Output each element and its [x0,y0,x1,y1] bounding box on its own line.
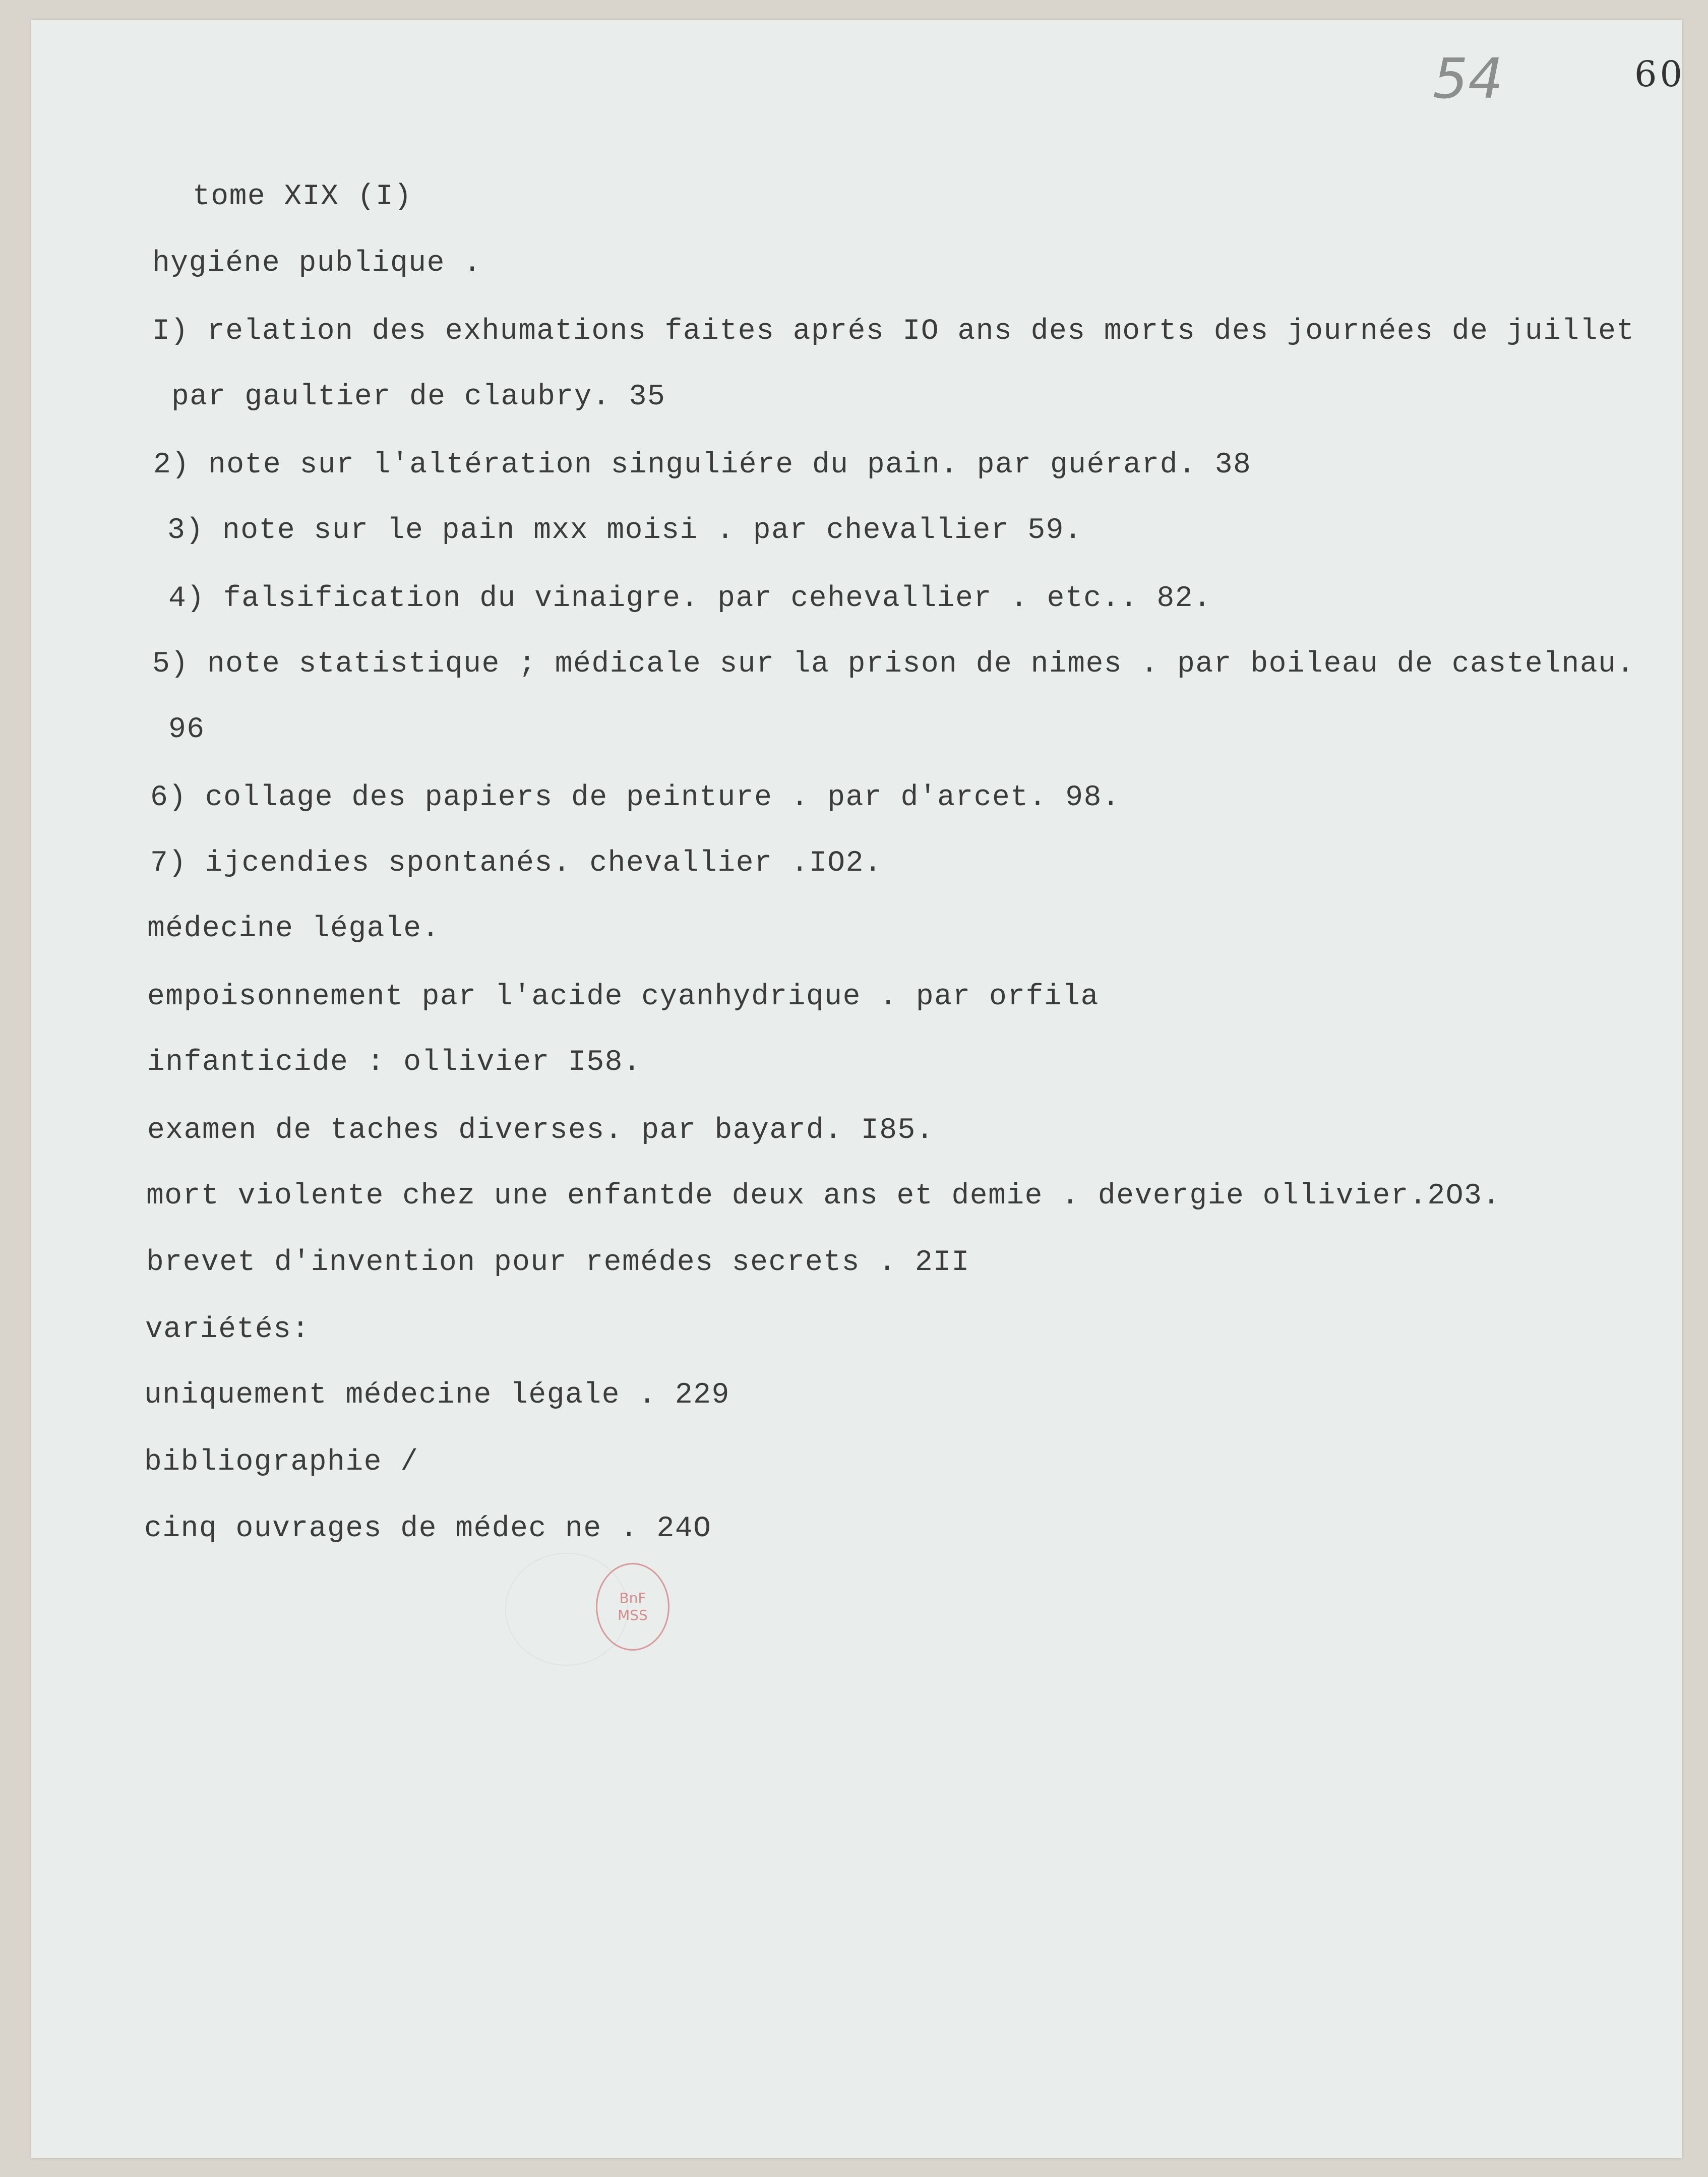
line-section-bibliographie: bibliographie / [144,1446,419,1479]
line-legal-3: examen de taches diverses. par bayard. I85. [147,1114,935,1147]
line-volume-title: tome XIX (I) [193,180,412,213]
line-bibliographie-1: cinq ouvrages de médec ne . 24O [144,1513,712,1545]
folio-number: 60 [1634,53,1686,95]
line-entry-5: 5) note statistique ; médicale sur la prison de nimes . par boileau de castelnau. [152,648,1635,681]
line-legal-4: mort violente chez une enfantde deux ans et demie . devergie ollivier.2O3. [146,1180,1501,1213]
line-entry-4: 4) falsification du vinaigre. par cehevallier . etc.. 82. [168,582,1212,615]
line-legal-2: infanticide : ollivier I58. [147,1046,642,1079]
line-entry-1: I) relation des exhumations faites aprés IO ans des morts des journées de juillet [152,315,1635,348]
line-legal-5: brevet d'invention pour remédes secrets . 2II [146,1246,970,1279]
line-section-varietes: variétés: [145,1313,310,1346]
line-entry-2: 2) note sur l'altération singuliére du pain. par guérard. 38 [153,449,1252,481]
pencil-page-number: 54 [1433,46,1503,111]
line-varietes-1: uniquement médecine légale . 229 [144,1379,730,1412]
stamp-line-1: BnF [619,1590,646,1607]
line-entry-3: 3) note sur le pain mxx moisi . par chevallier 59. [167,514,1083,547]
line-entry-6: 6) collage des papiers de peinture . par d'arcet. 98. [150,781,1121,814]
line-section-hygiene: hygiéne publique . [152,247,482,280]
document-page [31,20,1686,2158]
line-entry-5-cont: 96 [168,713,205,746]
bnf-mss-stamp [596,1563,669,1651]
line-legal-1: empoisonnement par l'acide cyanhydrique . par orfila [147,981,1099,1013]
line-entry-7: 7) ijcendies spontanés. chevallier .IO2. [150,847,883,880]
stamp-line-2: MSS [618,1607,648,1623]
line-entry-1-cont: par gaultier de claubry. 35 [171,381,666,413]
line-section-medecine-legale: médecine légale. [147,913,440,945]
